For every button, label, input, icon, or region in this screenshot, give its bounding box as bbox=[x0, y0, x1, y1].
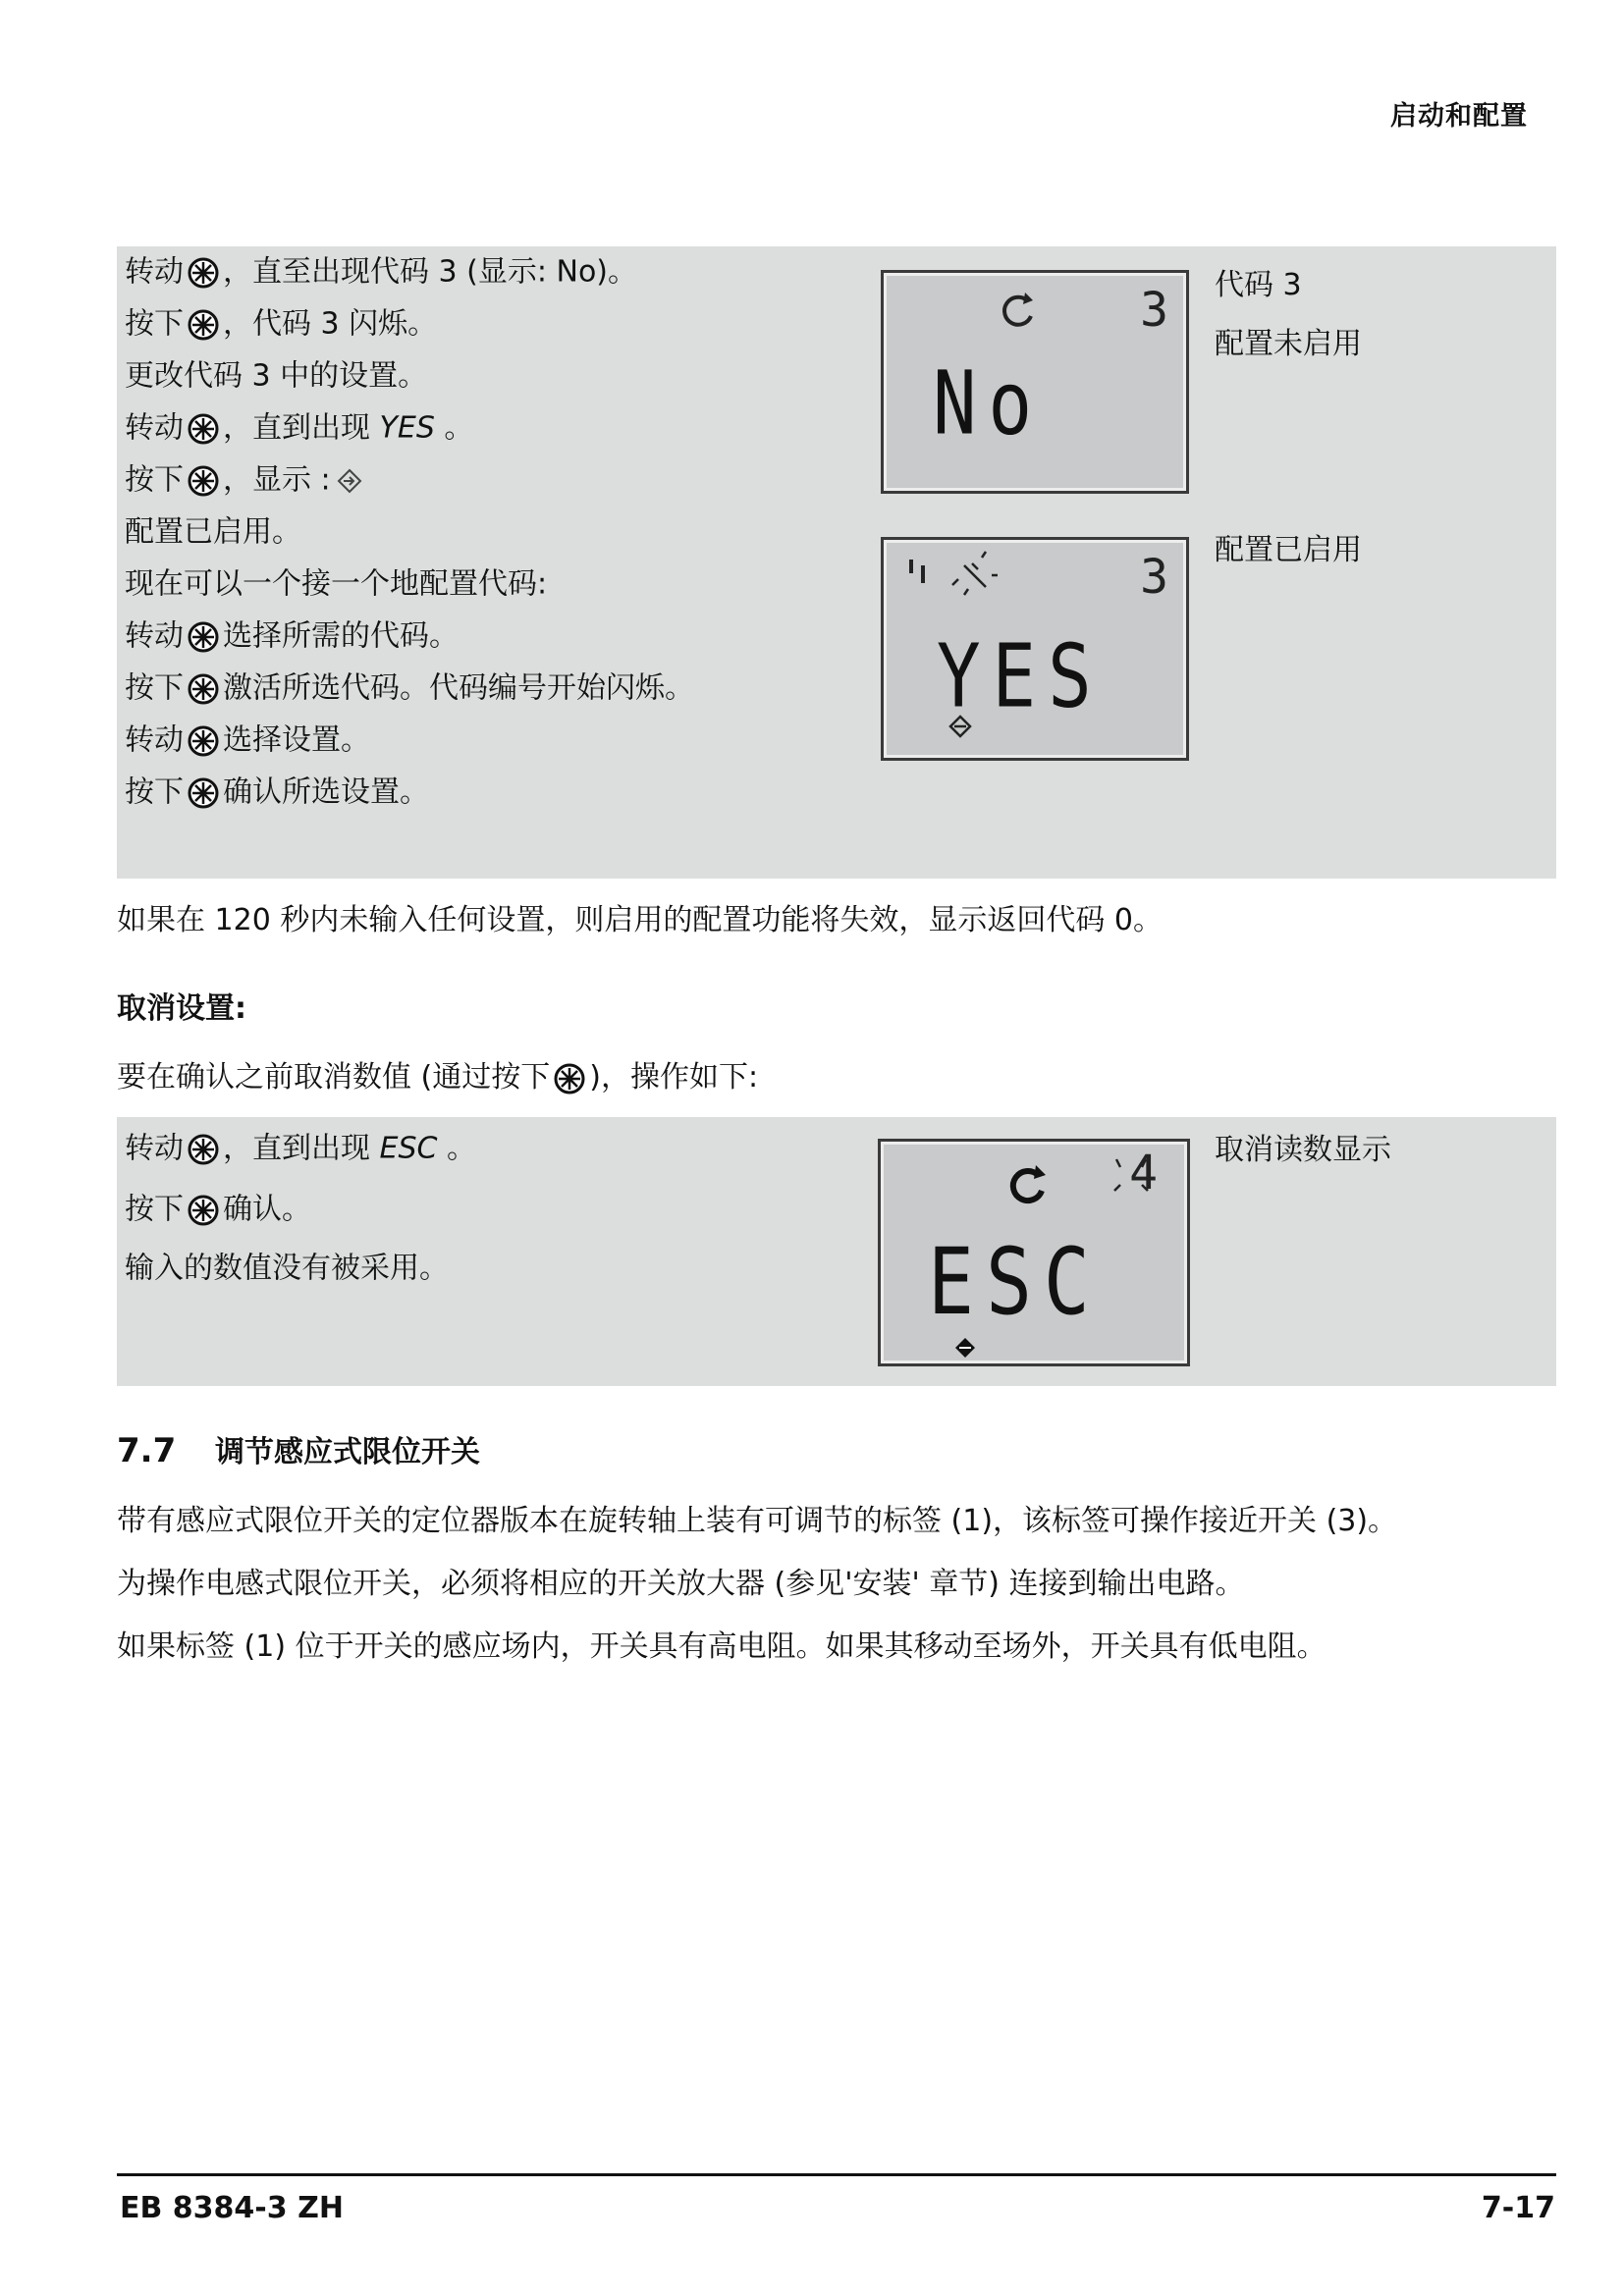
step-6-text: 配置已启用。 bbox=[125, 514, 301, 550]
lcd-display-yes bbox=[881, 537, 1189, 761]
knob-icon bbox=[188, 257, 219, 289]
configuration-steps-panel bbox=[117, 246, 1556, 879]
display-1-caption-1: 代码 3 bbox=[1215, 268, 1302, 302]
lcd-display-esc bbox=[878, 1139, 1190, 1366]
step-11 bbox=[125, 773, 429, 813]
knob-icon bbox=[188, 465, 219, 497]
step-8-text: 选择所需的代码。 bbox=[223, 618, 459, 654]
lcd-main-text: No bbox=[933, 353, 1045, 455]
lcd-main-text: ESC bbox=[928, 1230, 1102, 1336]
lcd-code-number: 4 bbox=[1129, 1146, 1158, 1201]
section-paragraph-1: 带有感应式限位开关的定位器版本在旋转轴上装有可调节的标签 (1)，该标签可操作接近开关 (3)。 bbox=[117, 1504, 1398, 1538]
step-10-verb: 转动 bbox=[125, 722, 184, 758]
section-heading bbox=[117, 1427, 480, 1470]
knob-icon bbox=[188, 413, 219, 445]
step-4-text: ，直到出现 bbox=[223, 410, 370, 446]
cancel-heading: 取消设置: bbox=[117, 991, 246, 1026]
display-1-caption-2: 配置未启用 bbox=[1215, 327, 1362, 361]
footer-document-number: EB 8384-3 ZH bbox=[120, 2191, 344, 2225]
cancel-intro bbox=[117, 1058, 758, 1097]
display-esc-caption: 取消读数显示 bbox=[1215, 1133, 1391, 1167]
step-11-verb: 按下 bbox=[125, 774, 184, 810]
cancel-step-1-end: 。 bbox=[447, 1131, 477, 1166]
cancel-intro-a: 要在确认之前取消数值 (通过按下 bbox=[117, 1060, 551, 1095]
knob-icon bbox=[554, 1063, 585, 1095]
enter-arrow-icon bbox=[337, 468, 362, 494]
section-title: 调节感应式限位开关 bbox=[215, 1435, 480, 1469]
cancel-step-1-verb: 转动 bbox=[125, 1131, 184, 1166]
knob-icon bbox=[188, 1134, 219, 1165]
cancel-step-2-verb: 按下 bbox=[125, 1192, 184, 1227]
step-2-text: ，代码 3 闪烁。 bbox=[223, 306, 438, 342]
step-10-text: 选择设置。 bbox=[223, 722, 370, 758]
step-8 bbox=[125, 616, 459, 657]
cancel-step-3 bbox=[125, 1249, 449, 1289]
step-9 bbox=[125, 668, 694, 709]
knob-icon bbox=[188, 673, 219, 705]
knob-icon bbox=[188, 1195, 219, 1226]
knob-icon bbox=[188, 725, 219, 757]
step-6 bbox=[125, 512, 301, 553]
cancel-steps-panel bbox=[117, 1117, 1556, 1386]
step-3-text: 更改代码 3 中的设置。 bbox=[125, 358, 428, 394]
step-9-text: 激活所选代码。代码编号开始闪烁。 bbox=[223, 670, 694, 706]
page-header-title: 启动和配置 bbox=[1390, 101, 1528, 132]
step-1-verb: 转动 bbox=[125, 254, 184, 290]
cancel-step-1-esc: ESC bbox=[379, 1131, 438, 1166]
timeout-note: 如果在 120 秒内未输入任何设置，则启用的配置功能将失效，显示返回代码 0。 bbox=[117, 903, 1163, 937]
step-4-yes: YES bbox=[379, 410, 435, 446]
step-2 bbox=[125, 304, 437, 345]
cancel-step-3-text: 输入的数值没有被采用。 bbox=[125, 1251, 449, 1286]
step-3 bbox=[125, 356, 427, 397]
knob-icon bbox=[188, 621, 219, 653]
cancel-step-1-text: ，直到出现 bbox=[223, 1131, 370, 1166]
cancel-step-2-text: 确认。 bbox=[223, 1192, 311, 1227]
cancel-step-1 bbox=[125, 1129, 476, 1169]
section-paragraph-3: 如果标签 (1) 位于开关的感应场内，开关具有高电阻。如果其移动至场外，开关具有低电阻。 bbox=[117, 1629, 1326, 1664]
cancel-step-2 bbox=[125, 1190, 311, 1230]
cancel-intro-b: )，操作如下: bbox=[589, 1060, 759, 1095]
section-paragraph-2: 为操作电感式限位开关，必须将相应的开关放大器 (参见'安装' 章节) 连接到输出电路。 bbox=[117, 1567, 1245, 1601]
step-8-verb: 转动 bbox=[125, 618, 184, 654]
knob-icon bbox=[188, 777, 219, 809]
footer-rule bbox=[117, 2173, 1556, 2176]
lcd-main-text: YES bbox=[937, 626, 1104, 728]
step-5 bbox=[125, 460, 362, 501]
step-1-text: ，直至出现代码 3 (显示: No)。 bbox=[223, 254, 638, 290]
step-4-verb: 转动 bbox=[125, 410, 184, 446]
step-5-verb: 按下 bbox=[125, 462, 184, 498]
step-9-verb: 按下 bbox=[125, 670, 184, 706]
lcd-code-number: 3 bbox=[1140, 283, 1168, 338]
lcd-display-no bbox=[881, 270, 1189, 494]
step-1 bbox=[125, 252, 637, 293]
step-4-end: 。 bbox=[444, 410, 474, 446]
step-7-text: 现在可以一个接一个地配置代码: bbox=[125, 566, 548, 602]
knob-icon bbox=[188, 309, 219, 341]
step-7 bbox=[125, 564, 547, 605]
footer-page-number: 7-17 bbox=[1481, 2191, 1555, 2225]
lcd-code-number: 3 bbox=[1140, 550, 1168, 605]
step-2-verb: 按下 bbox=[125, 306, 184, 342]
step-10 bbox=[125, 721, 370, 761]
display-2-caption: 配置已启用 bbox=[1215, 533, 1362, 567]
section-number: 7.7 bbox=[117, 1431, 177, 1470]
step-4 bbox=[125, 408, 473, 449]
step-11-text: 确认所选设置。 bbox=[223, 774, 429, 810]
step-5-text: ，显示 : bbox=[223, 462, 331, 498]
